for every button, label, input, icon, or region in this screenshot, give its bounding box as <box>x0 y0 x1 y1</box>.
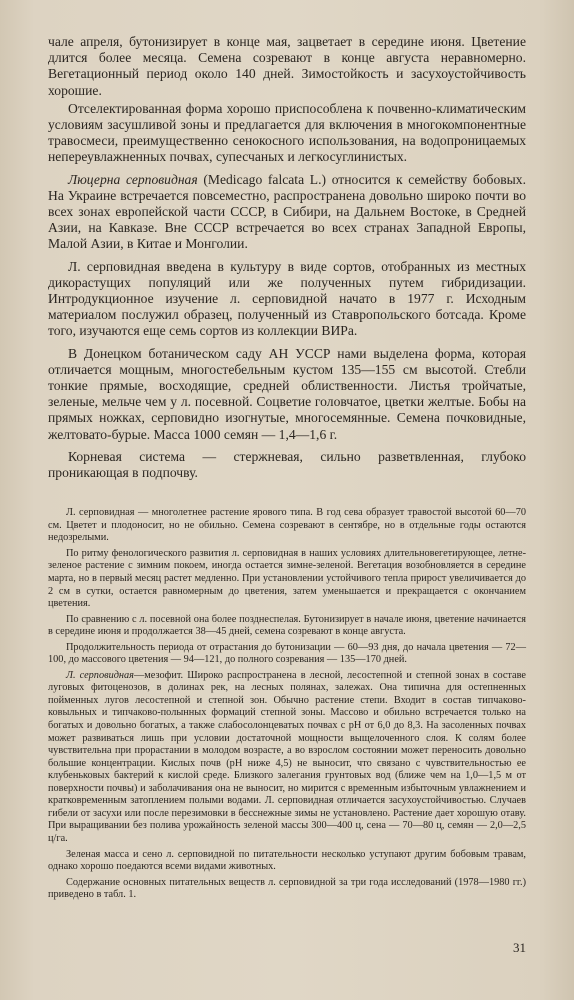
fine-paragraph-nutrition: Зеленая масса и сено л. серповидной по питательности несколько уступают другим бобовым травам, однако хорошо поедаются всеми видами животных. <box>48 848 526 873</box>
fine-paragraph-rhythm: По ритму фенологического развития л. серповидная в наших условиях длительновегетирующее, летне-зеленое растение с зимним покоем, иногда остается зимне-зеленой. Вегетация возобновляется в середине марта, но в первый месяц растет медленно. При установлении устойчивого тепла прирост увеличивается до 2 см в сутки, остается равномерным до цветения, затем уменьшается и прекращается с окончанием цветения. <box>48 547 526 610</box>
paragraph-root-system: Корневая система — стержневая, сильно разветвленная, глубоко проникающая в подпочву. <box>48 448 526 481</box>
fine-print-section <box>48 507 526 901</box>
paragraph-donetsk-form: В Донецком ботаническом саду АН УССР нами выделена форма, которая отличается мощным, многостебельным кустом 135—155 см высотой. Стебли тонкие прямые, восходящие, средней облиственности. Листья тройчатые, зеленые, мельче чем у л. посевной. Соцветие головчатое, цветки желтые. Бобы на прямых ножках, серповидно изогнутые, многосемянные. Семена почковидные, желтовато-бурые. Масса 1000 семян — 1,4—1,6 г. <box>48 345 526 442</box>
fine-paragraph-table-ref: Содержание основных питательных веществ л. серповидной за три года исследований (1978—1980 гг.) приведено в табл. 1. <box>48 876 526 901</box>
fine-ecology-text: —мезофит. Широко распространена в лесной, лесостепной и степной зонах в составе луговых фитоценозов, в долинах рек, на лесных полянах, залежах. Она типична для остепненных пойменных лугов лесостепной и степной зон. Обычно растение степи. Входит в состав типчаково-ковыльных и типчаково-полынных формаций степной зоны. Массово и обильно встречается только на богатых и довольно богатых, а также слабосолонцеватых почвах с pH от 6,0 до 8,3. На засоленных почвах может развиваться лишь при условии достаточной мощности выщелоченного слоя. К солям более чувствительна при прорастании в молодом возрасте, а во взрослом состоянии может переносить довольно большие концентрации. Кислых почв (pH ниже 4,5) не выносит, что связано с чувствительностью ее клубеньковых бактерий к кислой среде. Близкого залегания грунтовых вод (ближе чем на 1,0—1,5 м от поверхности почвы) и заболачивания она не выносит, но мирится с временным избыточным увлажнением и кратковременным затоплением полыми водами. Л. серповидная отличается засухоустойчивостью. Случаев гибели от засухи или после перезимовки в бесснежные зимы не установлено. Растение дает хорошую отаву. При выращивании без полива урожайность зеленой массы 300—400 ц, сена — 70—80 ц, семян — 2,0—2,5 ц/га. <box>48 669 526 844</box>
fine-species-term: Л. серповидная <box>66 669 134 681</box>
species-latin: (Medicago falcata L.) <box>203 171 327 187</box>
fine-paragraph-duration: Продолжительность периода от отрастания до бутонизации — 60—93 дня, до начала цветения — 72—100, до массового цветения — 94—121, до полного созревания — 135—170 дней. <box>48 641 526 666</box>
paragraph-introduction: Л. серповидная введена в культуру в виде сортов, отобранных из местных дикорастущих популяций или же полученных путем гибридизации. Интродукционное изучение л. серповидной начато в 1977 г. Исходным материалом послужил образец, полученный из Ставропольского ботсада. Кроме того, изучаются еще семь сортов из коллекции ВИРа. <box>48 258 526 339</box>
main-text <box>48 34 526 481</box>
species-term: Люцерна серповидная <box>68 171 198 187</box>
page-number: 31 <box>513 940 526 955</box>
fine-paragraph-ecology <box>48 670 526 846</box>
species-intro-text: относится к семейству бобовых. На Украине встречается повсеместно, распространена довольно широко почти во всех зонах европейской части СССР, в Сибири, на Дальнем Востоке, в Средней Азии, на Кавказе. Вне СССР встречается во всех странах Западной Европы, Малой Азии, в Китае и Монголии. <box>48 171 526 252</box>
fine-paragraph-growth: Л. серповидная — многолетнее растение ярового типа. В год сева образует травостой высотой 60—70 см. Цветет и плодоносит, но не обильно. Семена созревают в сентябре, но в отдельные годы остаются недозрелыми. <box>48 507 526 544</box>
paragraph-phenology: чале апреля, бутонизирует в конце мая, зацветает в середине июня. Цветение длится более месяца. Семена созревают в конце августа неравномерно. Вегетационный период около 140 дней. Зимостойкость и засухоустойчивость хорошие. <box>48 34 526 98</box>
fine-paragraph-comparison: По сравнению с л. посевной она более позднеспелая. Бутонизирует в начале июня, цветение начинается в середине июня и продолжается 38—45 дней, семена созревают в конце августа. <box>48 613 526 638</box>
paragraph-species-intro <box>48 172 526 253</box>
paragraph-selected-form: Отселектированная форма хорошо приспособлена к почвенно-климатическим условиям засушливой зоны и предлагается для включения в многокомпонентные травосмеси, преимущественно сенокосного использования, на водопроницаемых непереувлажненных почвах, супесчаных и легкосуглинистых. <box>48 100 526 165</box>
